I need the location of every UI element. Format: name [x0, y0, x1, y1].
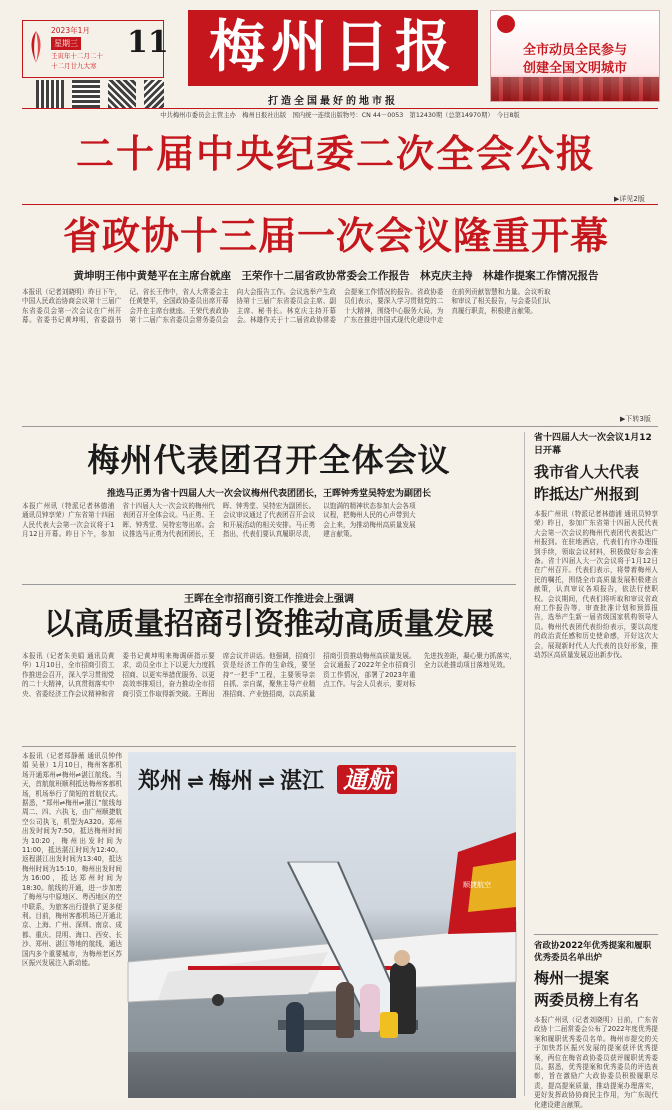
date-box	[22, 20, 169, 78]
date-weekday: 星期三	[51, 37, 81, 50]
side-story1-headline-1[interactable]: 我市省人大代表	[534, 463, 640, 481]
ad-line-2: 创建全国文明城市	[522, 61, 627, 76]
story2-body: 本报广州讯（特派记者林德浦 通讯员钟享荣）广东省第十四届人民代表大会第一次会议将于1月12日开幕。昨日下午，参加省十四届人大一次会议的梅州代表团召开全体会议。马正勇、王晖、钟秀堂、吴特宏等出席。会议推选马正勇为代表团团长，王晖、钟秀堂、吴特宏为副团长。会议审议通过了代表团召开会议和开展活动的相关安排。马正勇指出，代表们要认真履职尽责，以饱满的精神状态参加大会各项议程，把梅州人民的心声带到大会上来，为推动梅州高质量发展建言献策。	[22, 502, 416, 539]
masthead-title: 梅州日报	[209, 14, 457, 80]
passenger-figure	[336, 982, 354, 1038]
column-divider	[524, 432, 525, 1096]
side-story1-headline-2[interactable]: 昨抵达广州报到	[534, 485, 640, 503]
side-story2-headline-2[interactable]: 两委员榜上有名	[534, 991, 640, 1009]
section-rule	[22, 426, 658, 427]
passenger-figure	[286, 1002, 304, 1052]
story4-body: 本报讯（记者郑静薇 通讯员钟伟娟 吴景）1月10日，梅州客都机场开通郑州⇌梅州⇌湛江航线。当天，首航航班顺利抵达梅州客都机场，机场举行了简短的首航仪式。据悉，“郑州⇌梅州⇌湛江”航线每周二、四、六执飞，由广州顺捷航空公司执飞，机型为A320。郑州出发时间为7:50，抵达梅州时间为10:20，梅州出发时间为11:00，抵达湛江时间为12:40。返程湛江出发时间为13:40，抵达梅州时间为15:10，梅州出发时间为16:00，抵达郑州时间为18:30。航线的开通，进一步加密了梅州与中原地区、粤西地区的空中联系，为旅客出行提供了更多便利。目前，梅州客都机场已开通北京、上海、广州、深圳、南京、成都、重庆、昆明、海口、西安、长沙、郑州、湛江等地的航线，通达国内多个重要城市，为梅州老区苏区振兴发展注入新动能。	[22, 752, 122, 967]
lead-headline-2[interactable]: 省政协十三届一次会议隆重开幕	[62, 213, 609, 258]
lead-subhead: 黄坤明王伟中黄楚平在主席台就座 王荣作十二届省政协常委会工作报告 林克庆主持 林雄作提案工作情况报告	[73, 270, 599, 282]
masthead-rule	[22, 108, 658, 109]
side-story2-kicker: 省政协2022年优秀提案和履职优秀委员名单出炉	[534, 941, 652, 963]
ad-cityscape	[491, 77, 659, 101]
route-to: 湛江	[279, 768, 324, 794]
lead-body-text: 省委书记黄坤明，省委副书记、省长王伟中，省人大常委会主任黄楚平，全国政协委员出席开幕会并在主席台就座。王荣代表政协第十二届广东省委员会常务委员会向大会报告工作。会议选举产生政协第十三届广东省委员会主席、副主席、秘书长。林克庆主持开幕会。林雄作关于十二届省政协常委会提案工作情况的报告。省政协委员们表示，要深入学习贯彻党的二十大精神，围绕中心服务大局，为广东在推进中国式现代化建设中走在前列贡献智慧和力量。会议听取和审议了相关报告，与会委员们认真履行职责，积极建言献策。	[36, 288, 551, 325]
qr-code-icon[interactable]	[108, 80, 136, 108]
qr-code-icon[interactable]	[72, 80, 100, 108]
date-lunar-1: 壬寅年十二月二十	[51, 52, 103, 60]
route-mid: 梅州	[208, 768, 253, 794]
story2-headline[interactable]: 梅州代表团召开全体会议	[87, 441, 451, 479]
logo-icon	[27, 29, 45, 65]
lead-byline: 本报讯（记者刘晓明）昨日下午，中国人民政治协商会议第十三届广东省委员会第一次会议在广州开幕。	[22, 288, 122, 325]
route-arrow-icon: ⇌	[258, 769, 275, 793]
story3-kicker: 王晖在全市招商引资工作推进会上强调	[184, 594, 354, 605]
side-story2-body: 本报广州讯（记者刘晓明）日前，广东省政协十二届常委会公布了2022年度优秀提案和履职优秀委员名单。梅州市提交的关于加快苏区振兴发展的提案获评优秀提案，两位在梅省政协委员获评履职优秀委员。据悉，优秀提案和优秀委员的评选表彰，旨在激励广大政协委员积极履职尽责，提高提案质量，推动提案办理落实，更好发挥政协协商民主作用，为广东现代化建设建言献策。	[534, 1016, 658, 1109]
route-arrow-icon: ⇌	[187, 769, 204, 793]
section-rule	[22, 204, 658, 205]
side-story1-kicker: 省十四届人大一次会议1月12日开幕	[534, 433, 652, 456]
luggage	[380, 1012, 398, 1038]
story3-headline[interactable]: 以高质量招商引资推动高质量发展	[44, 607, 494, 642]
ad-line-1: 全市动员全民参与	[522, 43, 627, 58]
section-rule	[22, 746, 516, 747]
see-page-link[interactable]: ▶详见2版	[614, 195, 645, 203]
civilization-ad[interactable]	[490, 10, 660, 102]
side-story1-body: 本报广州讯（特派记者林德浦 通讯员钟享荣）昨日，参加广东省第十四届人民代表大会第一次会议的梅州代表团代表抵达广州报到。在驻地酒店，代表们有序办理报到手续，领取会议材料，积极做好参会准备。省十四届人大一次会议将于1月12日在广州召开。代表们表示，将带着梅州人民的嘱托，围绕全市高质量发展积极建言献策，认真审议各项报告，依法行使职权。会议期间，代表们将听取和审议省政府工作报告等，审查批准计划和预算报告，选举产生新一届省级国家机构领导人员。梅州代表团代表纷纷表示，要以高度的政治责任感和历史使命感，开好这次大会，展现新时代人大代表的良好形象，推动苏区高质量发展迈出新步伐。	[534, 510, 658, 660]
flight-photo[interactable]	[128, 752, 516, 1098]
lead-headline-1[interactable]: 二十届中央纪委二次全会公报	[75, 131, 596, 176]
qr-code-icon[interactable]	[144, 80, 164, 108]
section-rule	[22, 584, 516, 585]
route-stamp: 通航	[337, 765, 397, 794]
masthead-slogan: 打造全国最好的地市报	[268, 96, 398, 107]
passenger-figure	[394, 950, 410, 966]
qr-code-icon[interactable]	[36, 80, 64, 108]
ad-emblem-icon	[497, 15, 515, 33]
route-from: 郑州	[138, 768, 183, 794]
lead-body	[22, 288, 658, 408]
date-year-month: 2023年1月	[51, 26, 90, 35]
date-day: 11	[127, 25, 169, 60]
passenger-figure	[360, 984, 380, 1032]
date-lunar-2: 十二月廿九大寒	[51, 62, 97, 70]
plane-tail-label: 顺捷航空	[463, 881, 491, 889]
continued-link[interactable]: ▶下转3版	[620, 415, 651, 423]
story3-body: 本报讯（记者朱美娟 通讯员黄华）1月10日，全市招商引资工作推进会召开，深入学习贯彻党的二十大精神，认真贯彻落实中央、省委经济工作会议精神和省委书记黄坤明来梅调研指示要求，动员全市上下以更大力度抓招商、以更实举措优服务、以更高效率推项目，奋力推动全市招商引资工作取得新突破。王晖出席会议并讲话。他强调，招商引资是经济工作的生命线，要坚持“一把手”工程，主要领导亲自抓、亲自谋，聚焦主导产业精准招商、产业链招商，以高质量招商引资推动梅州高质量发展。会议通报了2022年全市招商引资工作情况，部署了2023年重点工作。与会人员表示，要对标先进找差距，凝心聚力抓落实，全力以赴推动项目落地见效。	[22, 652, 516, 698]
section-rule	[534, 934, 658, 935]
story2-subhead: 推选马正勇为省十四届人大一次会议梅州代表团团长，王晖钟秀堂吴特宏为副团长	[106, 489, 431, 499]
masthead-info-bar: 中共梅州市委员会主管主办 梅州日报社出版 国内统一连续出版物号：CN 44－0053 第12430期（总第14970期） 今日8版	[160, 112, 520, 119]
story4-headline	[138, 760, 508, 800]
masthead	[0, 0, 672, 118]
side-story2-headline-1[interactable]: 梅州一提案	[534, 969, 610, 987]
tarmac	[128, 1052, 516, 1098]
